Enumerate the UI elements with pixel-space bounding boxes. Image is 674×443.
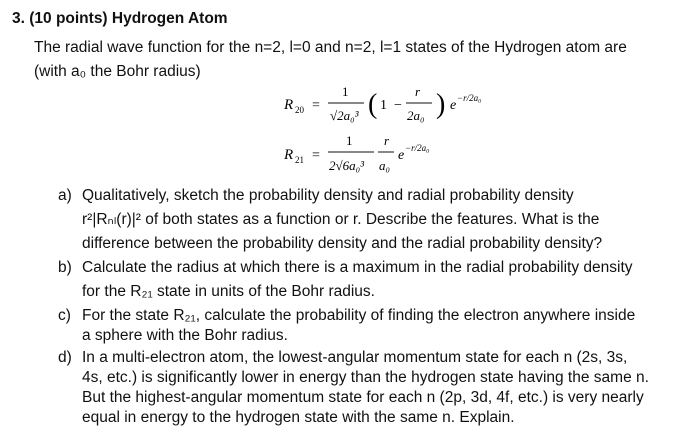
- part-d-line-3: But the highest-angular momentum state for each n (2p, 3d, 4f, etc.) is very nearly: [82, 389, 644, 406]
- part-c: [58, 306, 668, 346]
- r20-lhs-sub: 20: [295, 105, 304, 115]
- r21-frac2-num: r: [384, 133, 390, 148]
- problem-title: 3. (10 points) Hydrogen Atom: [12, 10, 228, 27]
- r21-den: 2√6a₀³: [329, 158, 365, 173]
- part-a-line-1: Qualitatively, sketch the probability density and radial probability density: [82, 187, 574, 204]
- r20-den: √2a₀³: [330, 108, 359, 123]
- r21-exp-base: e: [398, 148, 405, 163]
- part-d-line-1: In a multi-electron atom, the lowest-angular momentum state for each n (2s, 3s,: [82, 349, 628, 366]
- r20-one: 1: [380, 98, 387, 113]
- r20-frac2-num: r: [415, 84, 421, 99]
- r21-frac2-den: a₀: [379, 158, 391, 173]
- equation-r21: [283, 133, 429, 173]
- intro-line-1: The radial wave function for the n=2, l=0 and n=2, l=1 states of the Hydrogen atom are: [34, 39, 627, 56]
- part-a: [58, 184, 668, 256]
- part-c-marker: c): [58, 307, 71, 324]
- r20-minus: −: [394, 98, 402, 113]
- r21-exp-sup: −r/2a₀: [405, 143, 430, 153]
- r21-num: 1: [346, 133, 353, 148]
- part-b-line-2: for the R₂₁ state in units of the Bohr radius.: [82, 283, 375, 300]
- part-a-marker: a): [58, 187, 72, 204]
- part-a-line-3: difference between the probability density and the radial probability density?: [82, 235, 603, 252]
- part-d: [58, 348, 668, 428]
- wavefunction-equations: [282, 80, 522, 189]
- part-d-line-2: 4s, etc.) is significantly lower in energy than the hydrogen state having the same n.: [82, 369, 649, 386]
- problem-parts: [58, 184, 668, 428]
- part-a-line-2: r²|Rₙₗ(r)|² of both states as a function or r. Describe the features. What is the: [82, 211, 600, 228]
- r21-equals: =: [312, 148, 320, 163]
- intro-line-2: (with a₀ the Bohr radius): [34, 63, 201, 80]
- r20-lhs: R: [284, 97, 294, 113]
- part-c-line-2: a sphere with the Bohr radius.: [82, 327, 288, 344]
- problem-intro: [34, 36, 664, 84]
- part-c-line-1: For the state R₂₁, calculate the probability of finding the electron anywhere inside: [82, 307, 636, 324]
- part-d-line-4: equal in energy to the hydrogen state with the same n. Explain.: [82, 409, 515, 426]
- equations-svg: [282, 80, 522, 184]
- part-b-marker: b): [58, 259, 72, 276]
- r20-paren-open: (: [368, 89, 378, 120]
- r20-exp-sup: −r/2a₀: [457, 93, 482, 103]
- part-d-marker: d): [58, 349, 72, 366]
- r20-num: 1: [342, 84, 349, 99]
- equation-r20: [283, 84, 481, 123]
- part-b: [58, 256, 668, 304]
- r20-equals: =: [312, 98, 320, 113]
- r20-exp-base: e: [450, 98, 457, 113]
- r21-lhs-sub: 21: [295, 155, 304, 165]
- r20-frac2-den: 2a₀: [407, 108, 425, 123]
- part-b-line-1: Calculate the radius at which there is a maximum in the radial probability density: [82, 259, 633, 276]
- r21-lhs: R: [284, 147, 294, 163]
- r20-paren-close: ): [436, 89, 446, 120]
